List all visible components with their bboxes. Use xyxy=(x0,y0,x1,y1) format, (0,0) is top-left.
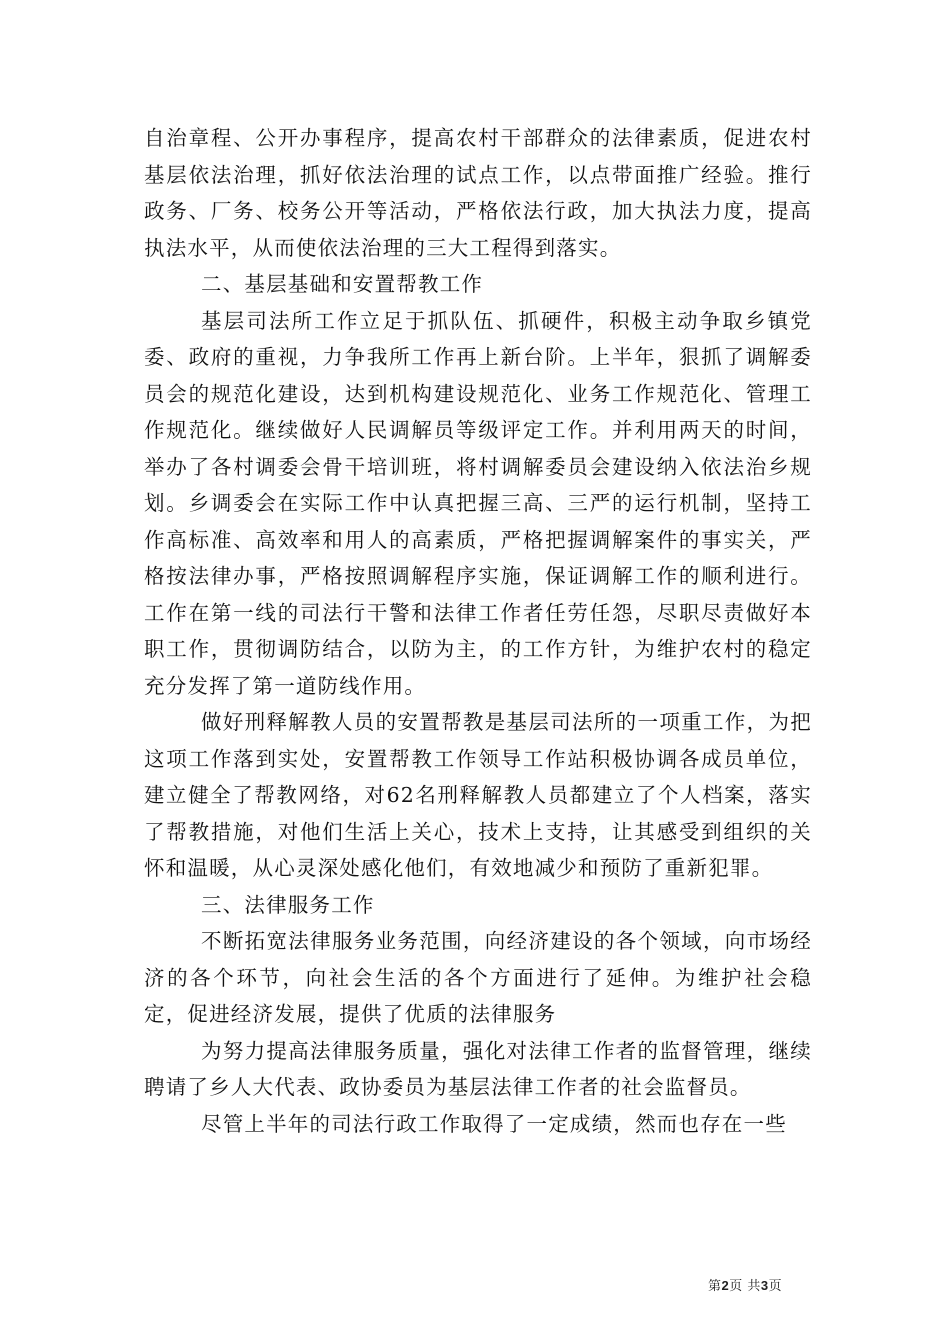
footer-suffix: 页 xyxy=(768,1279,783,1294)
paragraph-grassroots-work: 基层司法所工作立足于抓队伍、抓硬件，积极主动争取乡镇党委、政府的重视，力争我所工作再上新台阶。上半年，狠抓了调解委员会的规范化建设，达到机构建设规范化、业务工作规范化、管理工作规范化。继续做好人民调解员等级评定工作。并利用两天的时间，举办了各村调委会骨干培训班，将村调解委员会建设纳入依法治乡规划。乡调委会在实际工作中认真把握三高、三严的运行机制，坚持工作高标准、高效率和用人的高素质，严格把握调解案件的事实关，严格按法律办事，严格按照调解程序实施，保证调解工作的顺利进行。工作在第一线的司法行干警和法律工作者任劳任怨，尽职尽责做好本职工作，贯彻调防结合，以防为主，的工作方针，为维护农村的稳定充分发挥了第一道防线作用。 xyxy=(144,308,812,698)
document-body xyxy=(144,120,812,1142)
paragraph-legal-service-scope: 不断拓宽法律服务业务范围，向经济建设的各个领域，向市场经济的各个环节，向社会生活的各个方面进行了延伸。为维护社会稳定，促进经济发展，提供了优质的法律服务 xyxy=(144,929,812,1026)
paragraph-legal-service-quality: 为努力提高法律服务质量，强化对法律工作者的监督管理，继续聘请了乡人大代表、政协委员为基层法律工作者的社会监督员。 xyxy=(144,1038,812,1099)
footer-prefix: 第 xyxy=(708,1279,722,1294)
section-heading-3: 三、法律服务工作 xyxy=(201,892,375,917)
paragraph-resettlement: 做好刑释解教人员的安置帮教是基层司法所的一项重工作，为把这项工作落到实处，安置帮教工作领导工作站积极协调各成员单位，建立健全了帮教网络，对62名刑释解教人员都建立了个人档案，落实了帮教措施，对他们生活上关心，技术上支持，让其感受到组织的关怀和温暖，从心灵深处感化他们，有效地减少和预防了重新犯罪。 xyxy=(144,710,812,880)
total-page-count: 3 xyxy=(760,1278,769,1293)
current-page-number: 2 xyxy=(721,1278,730,1293)
section-heading-2: 二、基层基础和安置帮教工作 xyxy=(201,272,484,296)
paragraph-summary-start: 尽管上半年的司法行政工作取得了一定成绩，然而也存在一些 xyxy=(201,1111,787,1136)
paragraph-intro: 自治章程、公开办事程序，提高农村干部群众的法律素质，促进农村基层依法治理，抓好依法治理的试点工作，以点带面推广经验。推行政务、厂务、校务公开等活动，严格依法行政，加大执法力度，提高执法水平，从而使依法治理的三大工程得到落实。 xyxy=(144,126,812,260)
footer-middle: 页 共 xyxy=(729,1279,761,1294)
page-footer xyxy=(708,1277,818,1296)
